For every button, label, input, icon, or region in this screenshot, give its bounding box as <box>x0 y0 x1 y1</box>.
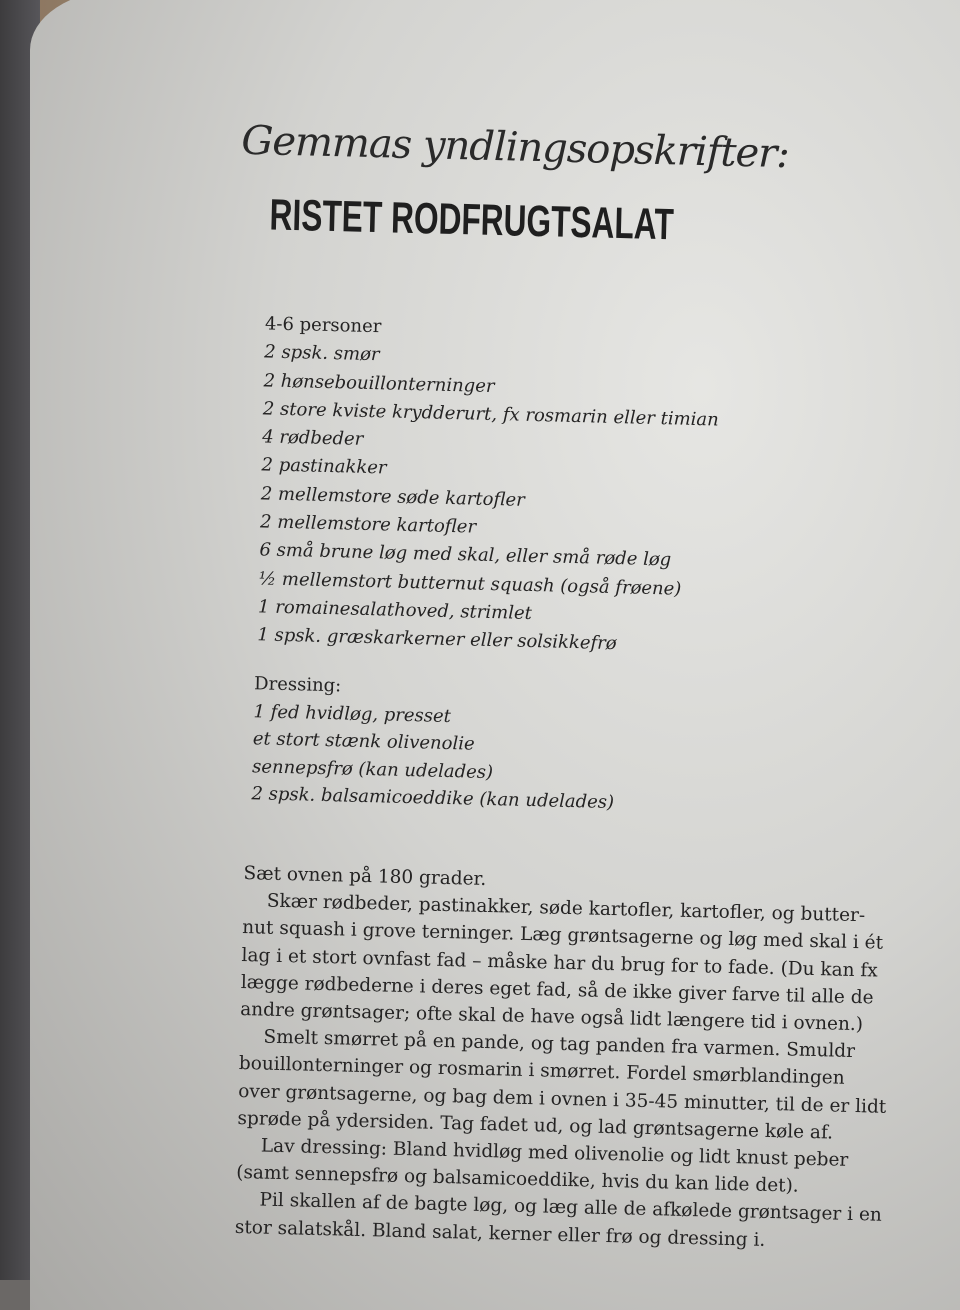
series-heading: Gemmas yndlingsopskrifter: <box>240 117 790 178</box>
ingredient-item: 6 små brune løg med skal, eller små røde løg <box>259 539 672 571</box>
dressing-item: 1 fed hvidløg, presset <box>253 700 452 727</box>
ingredient-item: 2 mellemstore kartofler <box>259 511 477 538</box>
method-line: sprøde på ydersiden. Tag fadet ud, og lad grøntsagerne køle af. <box>237 1107 834 1144</box>
dressing-heading: Dressing: <box>253 673 342 697</box>
method-line: lægge rødbederne i deres eget fad, så de ikke giver farve til alle de <box>240 971 874 1009</box>
ingredient-item: 2 spsk. smør <box>264 341 380 366</box>
ingredient-item: 1 spsk. græskarkerner eller solsikkefrø <box>257 624 617 655</box>
method-line: nut squash i grove terninger. Læg grøntsagerne og løg med skal i ét <box>241 917 884 955</box>
ingredient-item: 4 rødbeder <box>261 426 364 451</box>
method-line: Smelt smørret på en pande, og tag panden fra varmen. Smuldr <box>263 1026 856 1063</box>
method-line: andre grøntsager; ofte skal de have også lidt længere tid i ovnen.) <box>239 999 864 1036</box>
dressing-item: et stort stænk olivenolie <box>252 728 475 755</box>
ingredient-item: 2 hønsebouillonterninger <box>263 369 495 397</box>
method-line: Sæt ovnen på 180 grader. <box>243 863 487 890</box>
ingredient-item: 2 store kviste krydderurt, fx rosmarin eller timian <box>262 398 719 431</box>
method-line: lag i et stort ovnfast fad – måske har du brug for to fade. (Du kan fx <box>241 944 878 982</box>
servings: 4-6 personer <box>264 313 382 338</box>
method-line: over grøntsagerne, og bag dem i ovnen i 35-45 minutter, til de er lidt <box>237 1080 887 1118</box>
dressing-item: 2 spsk. balsamicoeddike (kan udelades) <box>251 783 615 814</box>
method-line: (samt sennepsfrø og balsamicoeddike, hvis du kan lide det). <box>235 1162 799 1197</box>
dressing-item: sennepsfrø (kan udelades) <box>251 755 494 783</box>
ingredient-item: 2 pastinakker <box>261 454 387 479</box>
method-line: stor salatskål. Bland salat, kerner eller frø og dressing i. <box>234 1216 766 1251</box>
ingredient-item: 2 mellemstore søde kartofler <box>260 483 525 511</box>
method-line: bouillonterninger og rosmarin i smørret. Fordel smørblandingen <box>238 1053 845 1090</box>
method-line: Pil skallen af de bagte løg, og læg alle de afkølede grøntsager i en <box>259 1189 883 1227</box>
method-text <box>234 860 887 1256</box>
ingredient-list <box>257 310 721 661</box>
ingredient-item: 1 romainesalathoved, strimlet <box>257 596 533 624</box>
dressing-list <box>251 670 617 816</box>
method-line: Skær rødbeder, pastinakker, søde kartofler, kartofler, og butter- <box>266 890 866 927</box>
ingredient-item: ½ mellemstort butternut squash (også frøene) <box>258 568 682 600</box>
method-line: Lav dressing: Bland hvidløg med olivenolie og lidt knust peber <box>260 1135 849 1171</box>
recipe-title: RISTET RODFRUGTSALAT <box>269 190 675 250</box>
